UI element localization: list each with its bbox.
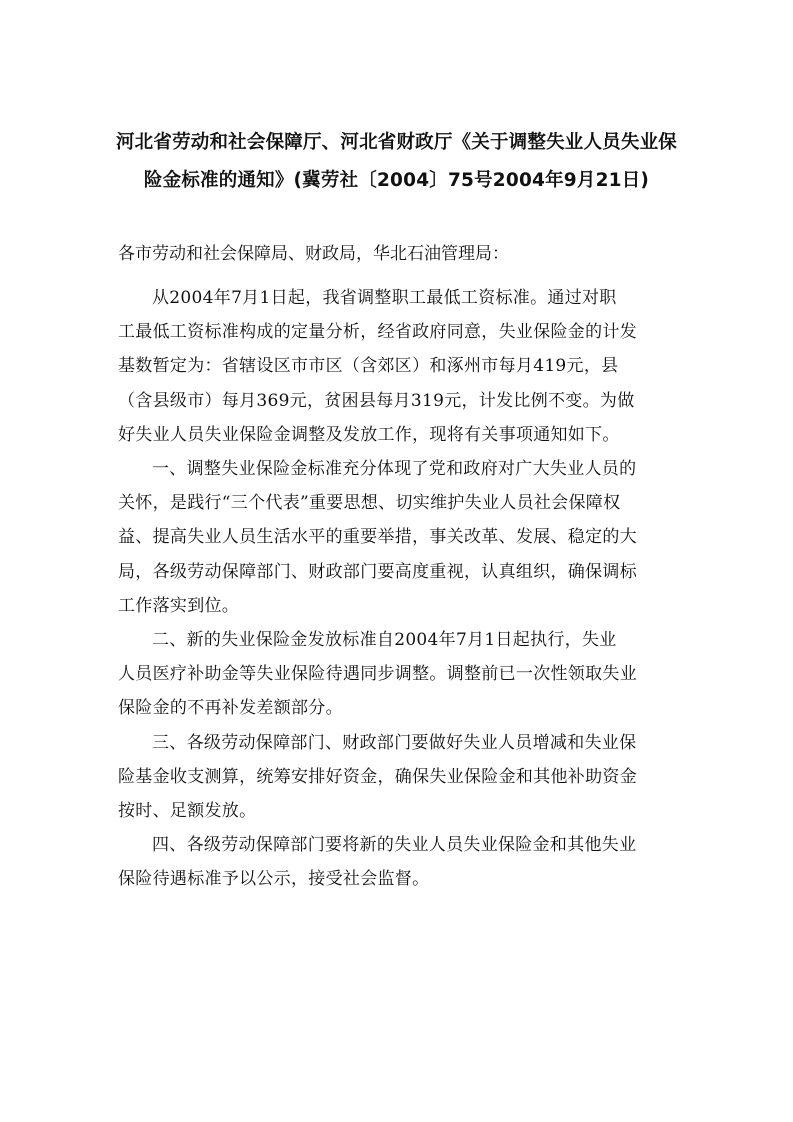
paragraph-line: 从2004年7月1日起，我省调整职工最低工资标准。通过对职 xyxy=(152,288,617,308)
paragraph-item-1 xyxy=(118,452,678,623)
paragraph-item-3 xyxy=(118,726,678,829)
paragraph-line: 益、提高失业人员生活水平的重要举措，事关改革、发展、稳定的大 xyxy=(118,527,637,548)
paragraph-item-4 xyxy=(118,828,678,896)
paragraph-line: 险基金收支测算，统筹安排好资金，确保失业保险金和其他补助资金 xyxy=(118,766,637,787)
paragraph-line: 二、新的失业保险金发放标准自2004年7月1日起执行，失业 xyxy=(152,630,617,651)
paragraph-line: 保险待遇标准予以公示，接受社会监督。 xyxy=(118,869,430,890)
paragraph-line: 三、各级劳动保障部门、财政部门要做好失业人员增减和失业保 xyxy=(152,732,637,753)
document-title xyxy=(104,124,689,200)
paragraph-line: （含县级市）每月369元，贫困县每月319元，计发比例不变。为做 xyxy=(118,390,635,411)
document-body xyxy=(118,281,678,897)
salutation: 各市劳动和社会保障局、财政局，华北石油管理局： xyxy=(118,244,509,264)
paragraph-line: 关怀，是践行“三个代表”重要思想、切实维护失业人员社会保障权 xyxy=(118,493,621,514)
title-line-2: 险金标准的通知》(冀劳社〔2004〕75号2004年9月21日) xyxy=(143,170,650,191)
paragraph-item-2 xyxy=(118,623,678,726)
paragraph-line: 一、调整失业保险金标准充分体现了党和政府对广大失业人员的 xyxy=(152,459,637,480)
paragraph-line: 局，各级劳动保障部门、财政部门要高度重视，认真组织，确保调标 xyxy=(118,561,637,582)
paragraph-line: 基数暂定为：省辖设区市市区（含郊区）和涿州市每月419元，县 xyxy=(118,356,619,377)
paragraph-line: 工作落实到位。 xyxy=(118,595,240,616)
title-line-1: 河北省劳动和社会保障厅、河北省财政厅《关于调整失业人员失业保 xyxy=(115,132,677,153)
paragraph-line: 四、各级劳动保障部门要将新的失业人员失业保险金和其他失业 xyxy=(152,835,637,856)
paragraph-line: 保险金的不再补发差额部分。 xyxy=(118,698,343,719)
paragraph-line: 按时、足额发放。 xyxy=(118,801,257,822)
paragraph-line: 工最低工资标准构成的定量分析，经省政府同意，失业保险金的计发 xyxy=(118,322,637,343)
paragraph-line: 好失业人员失业保险金调整及发放工作，现将有关事项通知如下。 xyxy=(118,424,620,445)
paragraph-line: 人员医疗补助金等失业保险待遇同步调整。调整前已一次性领取失业 xyxy=(118,664,637,685)
paragraph-intro xyxy=(118,281,678,452)
